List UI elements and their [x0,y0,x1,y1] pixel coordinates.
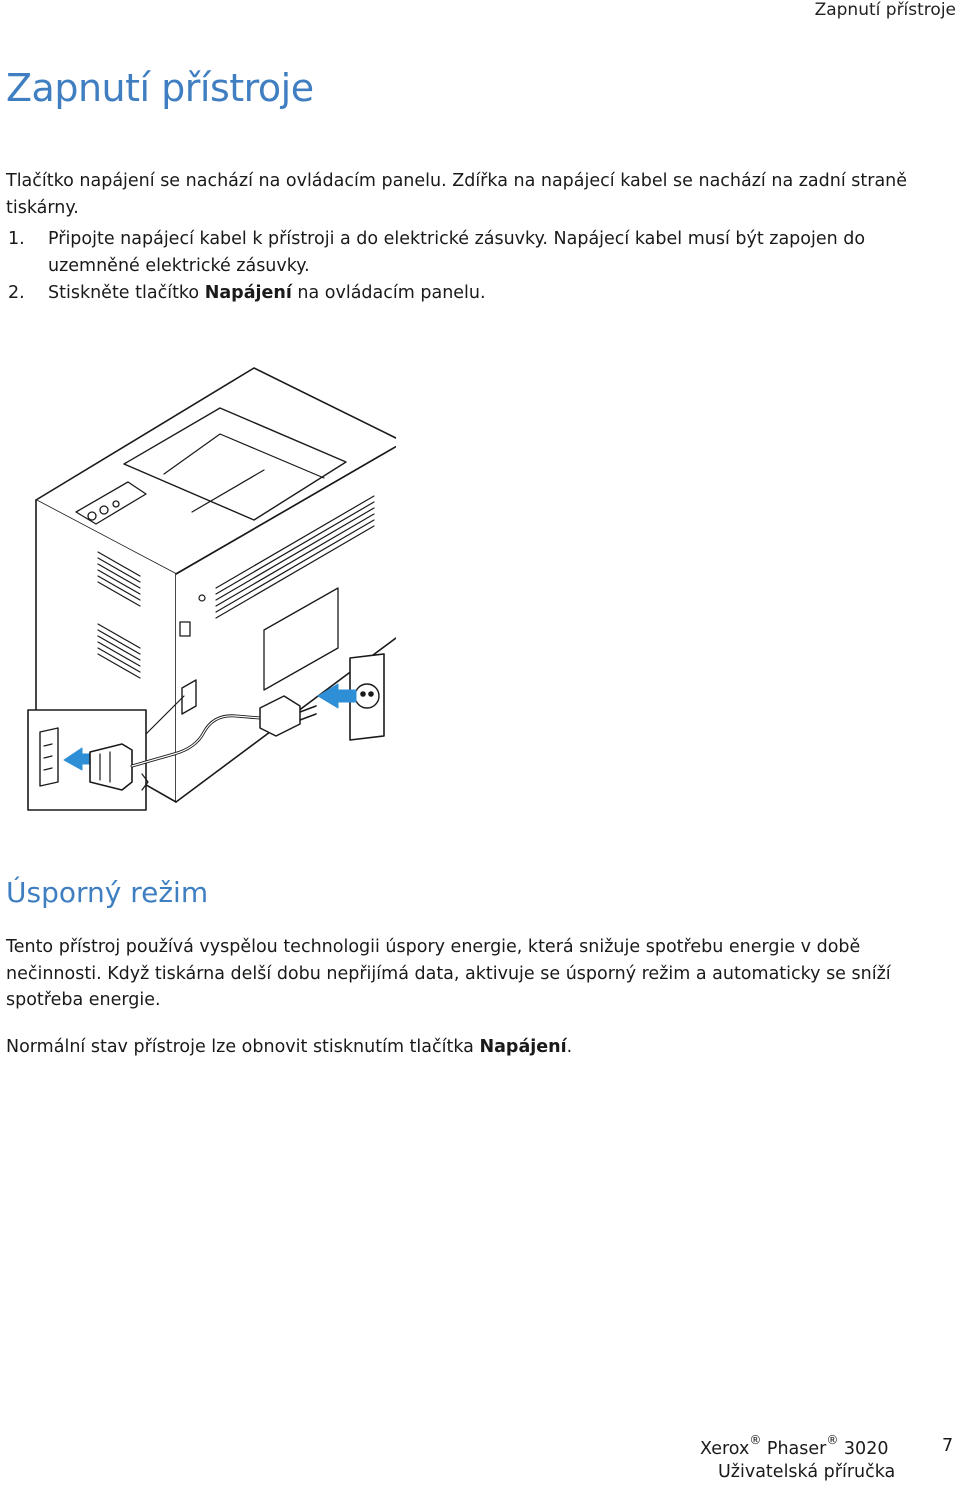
footer-brand: Xerox [700,1438,750,1459]
power-button-label: Napájení [204,283,292,303]
footer-product-name [700,1433,889,1459]
step-number: 1. [8,229,25,249]
step-text: Připojte napájecí kabel k přístroji a do elektrické zásuvky. Napájecí kabel musí být zapojen do uzemněné elektrické zásuvky. [48,229,866,276]
step-1 [6,226,956,280]
step-number: 2. [8,283,25,303]
restore-paragraph [6,1034,956,1061]
printer-power-illustration [24,362,396,818]
footer-product: Phaser [766,1438,827,1459]
page-number: 7 [942,1436,954,1456]
footer-guide-title: Uživatelská příručka [718,1462,896,1482]
steps-list [6,226,956,307]
power-plug-icon [90,744,132,790]
power-button-label: Napájení [479,1037,567,1057]
restore-text-start: Normální stav přístroje lze obnovit stisknutím tlačítka [6,1037,480,1057]
section-title: Úsporný režim [6,876,209,909]
registered-mark: ® [749,1433,762,1447]
registered-mark: ® [826,1433,839,1447]
running-header: Zapnutí přístroje [814,0,956,20]
step-text-start: Stiskněte tlačítko [48,283,205,303]
step-text-end: na ovládacím panelu. [291,283,486,303]
step-2 [6,280,956,307]
page-title: Zapnutí přístroje [6,66,314,110]
power-saving-paragraph: Tento přístroj používá vyspělou technologii úspory energie, která snižuje spotřebu energie v době nečinnosti. Když tiskárna delší dobu nepřijímá data, aktivuje se úsporný režim a automaticky se sníží spotřeba energie. [6,937,891,1010]
footer-model: 3020 [843,1438,889,1459]
intro-paragraph: Tlačítko napájení se nachází na ovládacím panelu. Zdířka na napájecí kabel se nachází na zadní straně tiskárny. [6,171,908,218]
restore-text-end: . [566,1037,573,1057]
